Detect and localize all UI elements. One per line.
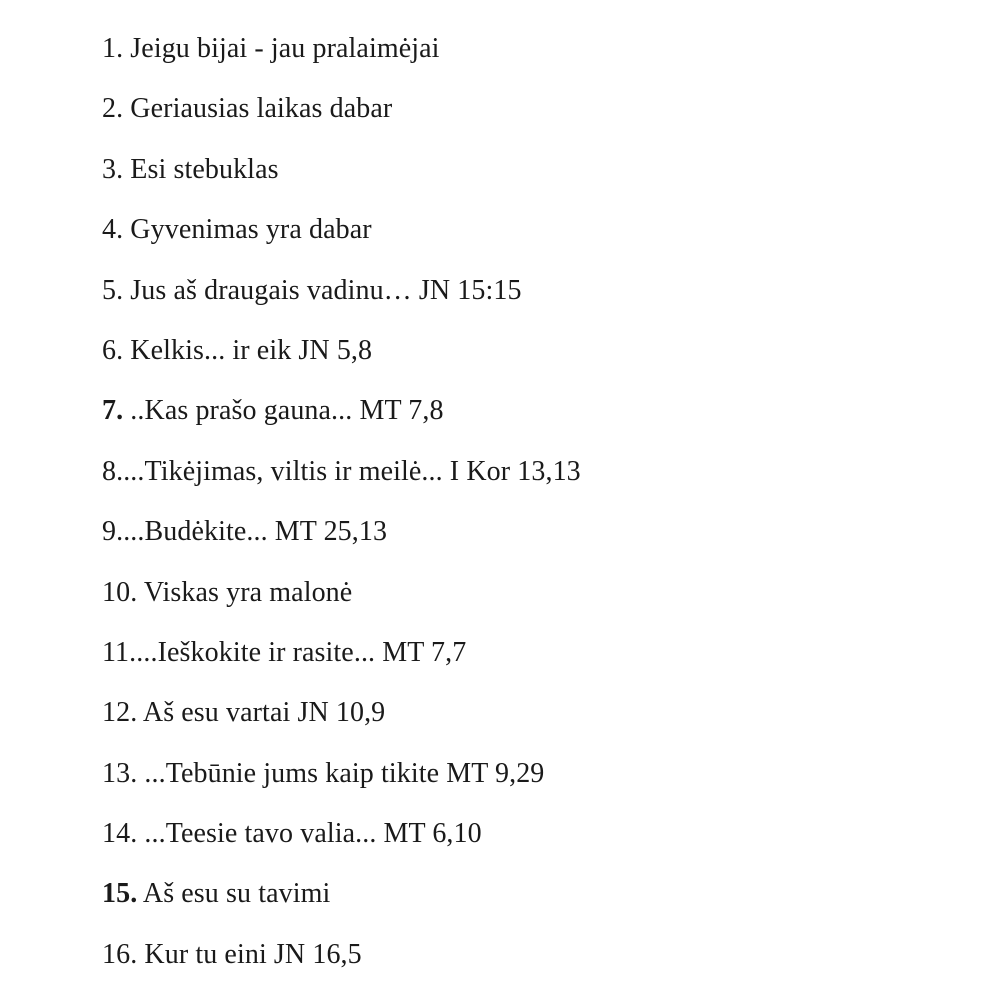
list-item — [102, 872, 581, 932]
item-number: 5. — [102, 274, 124, 306]
item-number: 14. — [102, 818, 138, 850]
list-item — [102, 269, 581, 329]
item-number: 7. — [102, 395, 124, 427]
item-number: 1. — [102, 33, 124, 64]
item-number: 6. — [102, 334, 124, 366]
item-number: 16. — [102, 938, 138, 970]
list-item — [102, 571, 581, 631]
item-text: ...Tebūnie jums kaip tikite MT 9,29 — [137, 757, 545, 789]
item-number: 13. — [102, 757, 138, 789]
item-text: Aš esu su tavimi — [137, 878, 331, 910]
item-number: 10. — [102, 576, 138, 608]
item-number: 2. — [102, 93, 124, 125]
list-item — [102, 329, 581, 389]
item-text: Gyvenimas yra dabar — [123, 214, 372, 246]
item-text: Aš esu vartai JN 10,9 — [137, 697, 386, 729]
list-item — [102, 812, 581, 872]
item-number: 4. — [102, 214, 124, 246]
list-item — [102, 87, 581, 147]
list-item — [102, 208, 581, 268]
item-text: Esi stebuklas — [123, 153, 279, 185]
item-text: Viskas yra malonė — [137, 576, 353, 608]
item-text: ...Budėkite... MT 25,13 — [123, 516, 388, 548]
item-text: Jus aš draugais vadinu… JN 15:15 — [123, 274, 522, 306]
item-text: ...Ieškokite ir rasite... MT 7,7 — [136, 636, 467, 668]
numbered-list — [102, 27, 581, 993]
item-text: Kelkis... ir eik JN 5,8 — [123, 334, 373, 366]
item-text: Jeigu bijai - jau pralaimėjai — [123, 33, 440, 64]
item-text: ...Teesie tavo valia... MT 6,10 — [137, 818, 482, 850]
list-item — [102, 510, 581, 570]
item-number: 12. — [102, 697, 138, 729]
item-number: 15. — [102, 878, 138, 910]
item-text: ..Kas prašo gauna... MT 7,8 — [123, 395, 444, 427]
item-number: 11. — [102, 636, 137, 668]
item-number: 8. — [102, 455, 124, 487]
list-item — [102, 691, 581, 751]
list-item — [102, 27, 581, 87]
list-item — [102, 148, 581, 208]
item-text: Geriausias laikas dabar — [123, 93, 393, 125]
list-item — [102, 933, 581, 993]
item-number: 3. — [102, 153, 124, 185]
item-text: ...Tikėjimas, viltis ir meilė... I Kor 13,13 — [123, 455, 581, 487]
list-item — [102, 631, 581, 691]
item-text: Kur tu eini JN 16,5 — [137, 938, 362, 970]
list-item — [102, 389, 581, 449]
list-item — [102, 752, 581, 812]
list-item — [102, 450, 581, 510]
item-number: 9. — [102, 516, 124, 548]
